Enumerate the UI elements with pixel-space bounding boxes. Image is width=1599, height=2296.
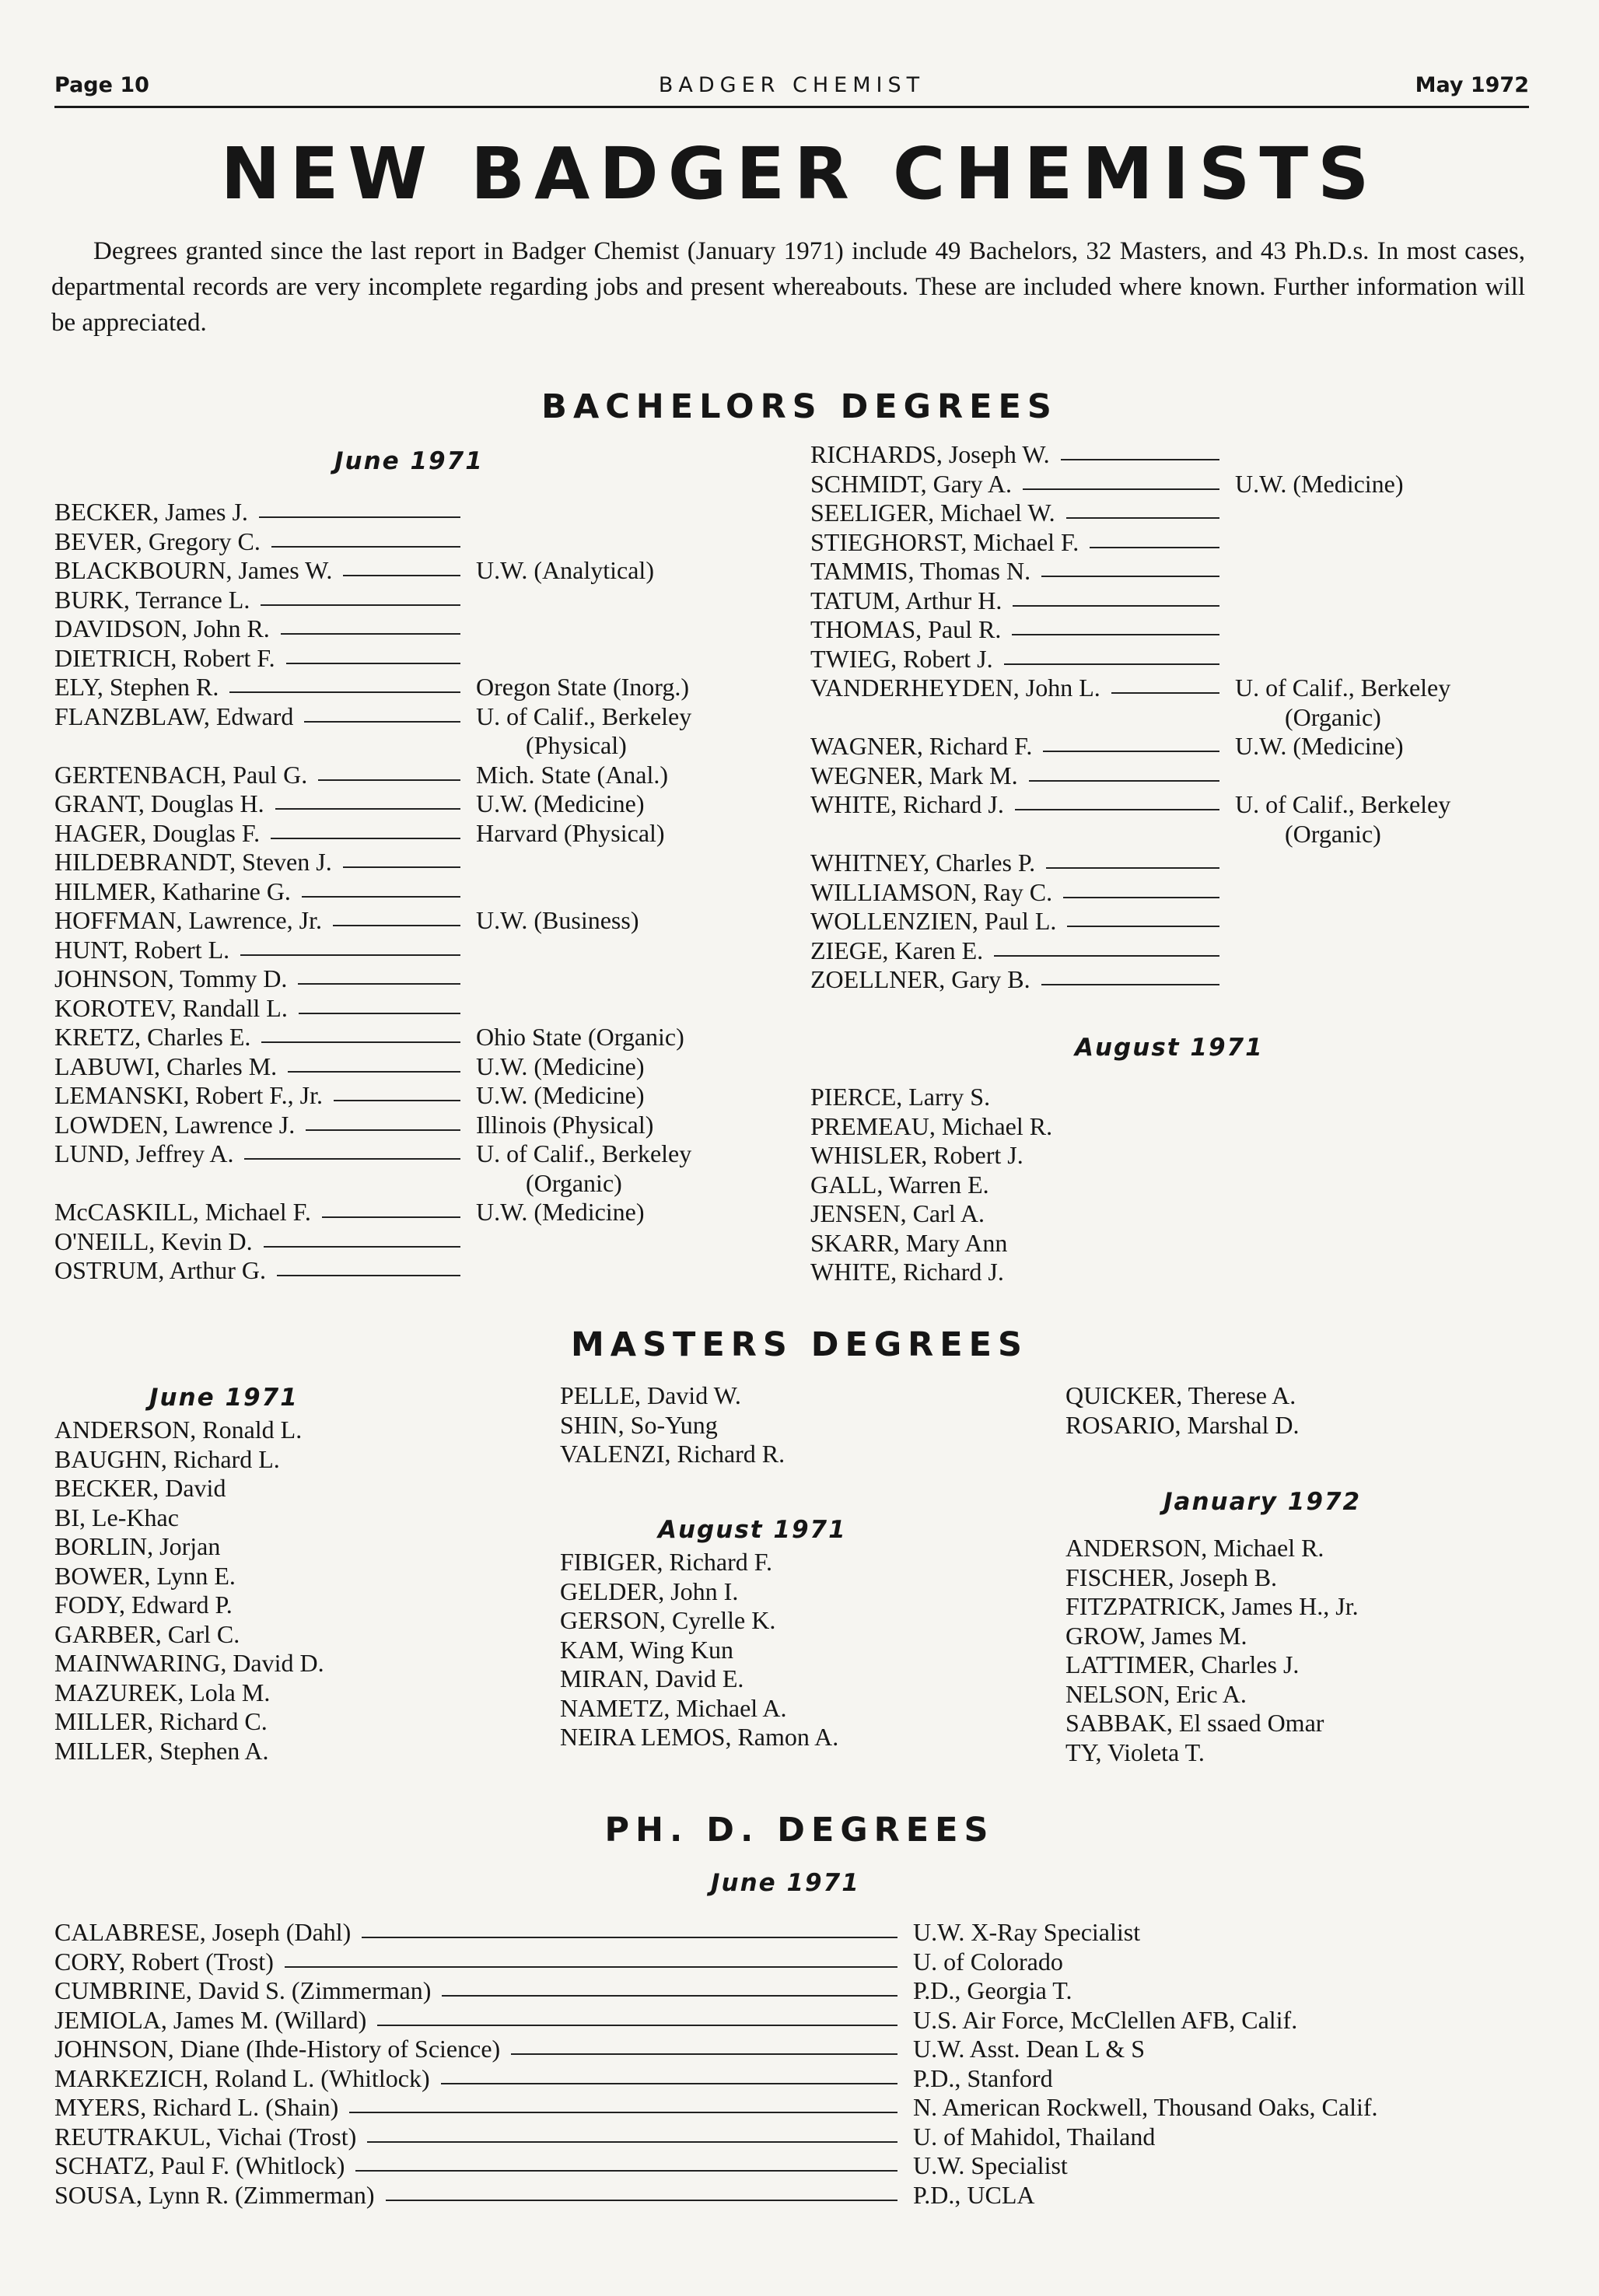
graduate-name: PELLE, David W. — [560, 1381, 741, 1409]
graduate-destination: U.W. X-Ray Specialist — [913, 1918, 1141, 1946]
graduate-name: BEVER, Gregory C. — [54, 527, 261, 555]
masters-january-list — [1065, 1534, 1563, 1767]
graduate-name: ROSARIO, Marshal D. — [1065, 1410, 1300, 1439]
graduate-name: ZIEGE, Karen E. — [810, 936, 984, 964]
graduate-name: JOHNSON, Tommy D. — [54, 964, 288, 992]
list-item — [810, 1083, 1277, 1112]
dot-leader — [288, 1071, 460, 1073]
list-item — [54, 1198, 817, 1227]
dot-leader — [1015, 809, 1219, 810]
graduate-name: LATTIMER, Charles J. — [1065, 1650, 1300, 1678]
graduate-name: FLANZBLAW, Edward — [54, 702, 294, 730]
list-item — [54, 498, 817, 527]
graduate-name: HAGER, Douglas F. — [54, 818, 261, 847]
dot-leader — [275, 808, 460, 810]
graduate-name: BOWER, Lynn E. — [54, 1561, 236, 1590]
list-item — [54, 936, 817, 965]
graduate-destination: U.W. (Medicine) — [476, 1081, 645, 1109]
graduate-name: STIEGHORST, Michael F. — [810, 527, 1079, 556]
graduate-name: LOWDEN, Lawrence J. — [54, 1110, 296, 1139]
graduate-name: MARKEZICH, Roland L. (Whitlock) — [54, 2063, 430, 2092]
graduate-name: GALL, Warren E. — [810, 1170, 989, 1199]
dot-leader — [343, 575, 460, 576]
list-item — [54, 614, 817, 644]
list-item — [54, 1445, 537, 1475]
graduate-name: WHITNEY, Charles P. — [810, 849, 1036, 877]
graduate-name: ELY, Stephen R. — [54, 673, 219, 701]
dot-leader — [244, 1158, 460, 1160]
graduate-destination: U. of Calif., Berkeley — [476, 702, 692, 730]
graduate-name: WILLIAMSON, Ray C. — [810, 877, 1053, 906]
list-item — [54, 556, 817, 586]
graduate-name: MIRAN, David E. — [560, 1664, 744, 1692]
masters-august-list — [560, 1548, 1042, 1752]
list-item — [54, 673, 817, 702]
list-item — [54, 1707, 537, 1737]
list-item — [560, 1381, 1027, 1411]
graduate-name: MAZUREK, Lola M. — [54, 1678, 271, 1706]
list-item — [54, 964, 817, 994]
dot-leader — [1029, 780, 1219, 782]
dot-leader — [318, 779, 460, 781]
dot-leader — [349, 2112, 897, 2113]
dot-leader — [355, 2170, 897, 2172]
graduate-destination: U.W. Specialist — [913, 2151, 1068, 2179]
graduate-name: WHISLER, Robert J. — [810, 1141, 1023, 1169]
graduate-name: REUTRAKUL, Vichai (Trost) — [54, 2122, 357, 2151]
dot-leader — [1046, 867, 1219, 869]
bachelors-august-list — [810, 1083, 1277, 1287]
list-item — [810, 907, 1534, 936]
graduate-name: TY, Violeta T. — [1065, 1738, 1205, 1766]
dot-leader — [306, 1129, 460, 1131]
dot-leader — [304, 721, 460, 723]
graduate-name: FODY, Edward P. — [54, 1591, 233, 1619]
graduate-name: BECKER, James J. — [54, 498, 248, 526]
list-item — [1065, 1411, 1548, 1440]
graduate-destination: U.W. (Medicine) — [1235, 732, 1404, 760]
graduate-destination: N. American Rockwell, Thousand Oaks, Calif. — [913, 2093, 1378, 2121]
graduate-name: HUNT, Robert L. — [54, 935, 230, 964]
dot-leader — [367, 2141, 897, 2143]
dot-leader — [1041, 984, 1219, 985]
list-item — [54, 2006, 1532, 2035]
list-item — [54, 1562, 537, 1591]
graduate-name: DAVIDSON, John R. — [54, 614, 270, 642]
list-item — [54, 877, 817, 907]
graduate-name: JOHNSON, Diane (Ihde-History of Science) — [54, 2035, 501, 2063]
list-item — [54, 586, 817, 615]
dot-leader — [277, 1275, 460, 1276]
list-item — [560, 1577, 1042, 1607]
list-item — [810, 674, 1534, 703]
graduate-name: CORY, Robert (Trost) — [54, 1947, 274, 1976]
page-number: Page 10 — [54, 73, 149, 97]
list-item — [810, 790, 1534, 820]
list-item — [560, 1636, 1042, 1665]
graduate-name: SKARR, Mary Ann — [810, 1228, 1008, 1257]
list-item — [1065, 1381, 1548, 1411]
graduate-name: KAM, Wing Kun — [560, 1635, 734, 1664]
dot-leader — [285, 1966, 897, 1968]
dot-leader — [377, 2025, 897, 2026]
list-item — [560, 1411, 1027, 1440]
graduate-destination: Oregon State (Inorg.) — [476, 673, 689, 701]
graduate-destination: U.W. (Analytical) — [476, 556, 654, 584]
list-item — [810, 849, 1534, 878]
list-item — [560, 1606, 1042, 1636]
dot-leader — [271, 838, 460, 839]
dot-leader — [1066, 517, 1219, 519]
graduate-name: BAUGHN, Richard L. — [54, 1444, 280, 1473]
graduate-destination: U.W. (Business) — [476, 906, 639, 934]
graduate-name: MAINWARING, David D. — [54, 1649, 324, 1677]
dot-leader — [333, 925, 460, 926]
list-item — [810, 965, 1534, 995]
bachelors-june-label: June 1971 — [334, 447, 484, 475]
dot-leader — [1111, 692, 1219, 694]
graduate-name: GRANT, Douglas H. — [54, 789, 264, 817]
graduate-name: LEMANSKI, Robert F., Jr. — [54, 1081, 323, 1109]
list-item — [810, 878, 1534, 908]
graduate-destination-field: (Organic) — [526, 1168, 622, 1197]
list-item — [810, 761, 1534, 791]
graduate-name: LABUWI, Charles M. — [54, 1052, 278, 1080]
graduate-name: GARBER, Carl C. — [54, 1619, 240, 1648]
dot-leader — [1012, 634, 1219, 635]
list-item — [54, 1591, 537, 1620]
list-item — [54, 2064, 1532, 2094]
graduate-name: QUICKER, Therese A. — [1065, 1381, 1296, 1409]
graduate-name: BURK, Terrance L. — [54, 585, 250, 614]
graduate-name: LUND, Jeffrey A. — [54, 1139, 234, 1167]
graduate-name: MILLER, Stephen A. — [54, 1736, 269, 1765]
list-item — [54, 1503, 537, 1533]
dot-leader — [994, 955, 1219, 957]
dot-leader — [271, 546, 460, 548]
list-item — [54, 1532, 537, 1562]
graduate-destination: U.W. (Medicine) — [476, 1052, 645, 1080]
dot-leader — [1004, 663, 1219, 665]
dot-leader — [281, 633, 460, 635]
graduate-name: NEIRA LEMOS, Ramon A. — [560, 1723, 839, 1751]
graduate-name: FISCHER, Joseph B. — [1065, 1563, 1278, 1591]
list-item — [54, 819, 817, 849]
graduate-name: NELSON, Eric A. — [1065, 1679, 1247, 1708]
masters-june-list-2 — [560, 1381, 1027, 1469]
list-item — [560, 1440, 1027, 1469]
graduate-name: WAGNER, Richard F. — [810, 732, 1033, 760]
graduate-name: McCASKILL, Michael F. — [54, 1198, 311, 1226]
graduate-name: OSTRUM, Arthur G. — [54, 1256, 267, 1284]
graduate-name: BLACKBOURN, James W. — [54, 556, 333, 584]
dot-leader — [261, 1041, 460, 1043]
phd-june-label: June 1971 — [711, 1869, 860, 1897]
list-item — [54, 1474, 537, 1503]
graduate-name: KRETZ, Charles E. — [54, 1023, 251, 1051]
list-item — [54, 848, 817, 877]
graduate-name: CALABRESE, Joseph (Dahl) — [54, 1918, 352, 1946]
list-item — [54, 1649, 537, 1678]
graduate-destination: U. of Colorado — [913, 1947, 1063, 1976]
list-item — [54, 1976, 1532, 2006]
list-item — [54, 1620, 537, 1650]
list-item — [1065, 1650, 1563, 1680]
graduate-name: ANDERSON, Ronald L. — [54, 1416, 303, 1444]
graduate-destination: U.W. (Medicine) — [1235, 469, 1404, 498]
dot-leader — [1013, 605, 1219, 607]
phd-heading: PH. D. DEGREES — [604, 1811, 995, 1850]
list-item — [1065, 1563, 1563, 1593]
list-item-continuation — [810, 820, 1534, 849]
phd-list — [54, 1918, 1532, 2210]
graduate-name: GROW, James M. — [1065, 1621, 1247, 1650]
graduate-destination-field: (Organic) — [1285, 819, 1381, 848]
graduate-name: WEGNER, Mark M. — [810, 761, 1018, 789]
graduate-name: WHITE, Richard J. — [810, 790, 1004, 818]
bachelors-june-list-2 — [810, 440, 1534, 995]
graduate-destination: Illinois (Physical) — [476, 1110, 654, 1139]
graduate-name: GELDER, John I. — [560, 1577, 739, 1605]
graduate-name: SCHATZ, Paul F. (Whitlock) — [54, 2151, 345, 2179]
list-item — [54, 1948, 1532, 1977]
graduate-name: VANDERHEYDEN, John L. — [810, 674, 1100, 702]
page-title: NEW BADGER CHEMISTS — [220, 132, 1379, 215]
dot-leader — [442, 1995, 897, 1997]
dot-leader — [511, 2053, 897, 2055]
bachelors-june-list-1 — [54, 498, 817, 1286]
dot-leader — [298, 983, 460, 985]
dot-leader — [264, 1246, 460, 1248]
graduate-name: ZOELLNER, Gary B. — [810, 965, 1030, 993]
dot-leader — [229, 691, 460, 693]
dot-leader — [302, 896, 460, 898]
masters-june-list-3 — [1065, 1381, 1548, 1440]
dot-leader — [334, 1100, 460, 1101]
graduate-name: JEMIOLA, James M. (Willard) — [54, 2005, 367, 2034]
dot-leader — [441, 2083, 897, 2084]
graduate-destination: P.D., Stanford — [913, 2063, 1053, 2092]
graduate-name: KOROTEV, Randall L. — [54, 993, 288, 1022]
graduate-name: SABBAK, El ssaed Omar — [1065, 1709, 1324, 1737]
graduate-destination: U. of Calif., Berkeley — [476, 1139, 692, 1167]
list-item — [810, 1112, 1277, 1142]
list-item — [54, 1737, 537, 1766]
graduate-destination: U. of Calif., Berkeley — [1235, 674, 1451, 702]
graduate-name: WHITE, Richard J. — [810, 1258, 1004, 1286]
graduate-name: DIETRICH, Robert F. — [54, 643, 275, 672]
list-item — [810, 936, 1534, 966]
graduate-name: GERSON, Cyrelle K. — [560, 1606, 776, 1634]
list-item-continuation — [54, 1169, 817, 1199]
graduate-name: NAMETZ, Michael A. — [560, 1693, 787, 1722]
masters-june-list — [54, 1416, 537, 1766]
list-item — [54, 1678, 537, 1708]
dot-leader — [261, 604, 460, 606]
list-item — [810, 645, 1534, 674]
dot-leader — [1063, 897, 1219, 898]
dot-leader — [1090, 547, 1219, 548]
list-item — [560, 1664, 1042, 1694]
header-rule — [54, 106, 1529, 108]
dot-leader — [362, 1937, 897, 1938]
list-item — [1065, 1709, 1563, 1738]
graduate-name: GERTENBACH, Paul G. — [54, 760, 308, 789]
graduate-destination: U. of Calif., Berkeley — [1235, 790, 1451, 818]
graduate-name: FIBIGER, Richard F. — [560, 1548, 772, 1576]
graduate-name: CUMBRINE, David S. (Zimmerman) — [54, 1976, 432, 2004]
graduate-name: TWIEG, Robert J. — [810, 644, 993, 673]
dot-leader — [1067, 926, 1219, 927]
graduate-destination: P.D., Georgia T. — [913, 1976, 1072, 2004]
list-item — [54, 2181, 1532, 2210]
list-item — [54, 1918, 1532, 1948]
list-item — [1065, 1592, 1563, 1622]
list-item — [810, 615, 1534, 645]
graduate-name: JENSEN, Carl A. — [810, 1199, 985, 1227]
list-item — [54, 1139, 817, 1169]
graduate-name: MYERS, Richard L. (Shain) — [54, 2093, 339, 2121]
masters-june-label: June 1971 — [149, 1384, 299, 1412]
list-item — [54, 702, 817, 732]
dot-leader — [343, 866, 460, 868]
graduate-destination-field: (Physical) — [526, 731, 627, 759]
graduate-name: FITZPATRICK, James H., Jr. — [1065, 1592, 1359, 1620]
graduate-name: BI, Le-Khac — [54, 1503, 179, 1531]
list-item-continuation — [810, 703, 1534, 733]
graduate-name: THOMAS, Paul R. — [810, 615, 1002, 643]
list-item — [560, 1548, 1042, 1577]
graduate-name: VALENZI, Richard R. — [560, 1440, 786, 1468]
list-item — [1065, 1680, 1563, 1710]
list-item — [810, 528, 1534, 558]
dot-leader — [299, 1013, 460, 1014]
list-item — [54, 2093, 1532, 2123]
graduate-name: PREMEAU, Michael R. — [810, 1111, 1053, 1140]
graduate-destination: U.W. (Medicine) — [476, 789, 645, 817]
list-item — [1065, 1622, 1563, 1651]
list-item — [810, 499, 1534, 528]
graduate-name: O'NEILL, Kevin D. — [54, 1227, 253, 1255]
list-item-continuation — [54, 731, 817, 761]
graduate-destination: U. of Mahidol, Thailand — [913, 2122, 1156, 2151]
list-item — [810, 1171, 1277, 1200]
list-item — [54, 2035, 1532, 2064]
graduate-name: SCHMIDT, Gary A. — [810, 469, 1012, 498]
graduate-name: HOFFMAN, Lawrence, Jr. — [54, 906, 322, 934]
dot-leader — [1023, 488, 1219, 490]
list-item — [54, 1227, 817, 1257]
list-item — [810, 586, 1534, 616]
list-item — [54, 906, 817, 936]
masters-heading: MASTERS DEGREES — [571, 1325, 1028, 1364]
bachelors-august-label: August 1971 — [1075, 1034, 1264, 1062]
dot-leader — [286, 663, 460, 664]
masters-august-label: August 1971 — [658, 1516, 847, 1544]
graduate-destination: Harvard (Physical) — [476, 818, 665, 847]
list-item — [810, 732, 1534, 761]
graduate-name: BECKER, David — [54, 1474, 226, 1502]
graduate-name: ANDERSON, Michael R. — [1065, 1534, 1324, 1562]
graduate-destination-field: (Organic) — [1285, 702, 1381, 731]
list-item — [54, 1081, 817, 1111]
graduate-name: TAMMIS, Thomas N. — [810, 557, 1031, 585]
list-item — [54, 1256, 817, 1286]
journal-name: BADGER CHEMIST — [658, 73, 925, 97]
list-item — [810, 470, 1534, 499]
dot-leader — [1041, 576, 1219, 577]
graduate-name: MILLER, Richard C. — [54, 1707, 268, 1735]
graduate-name: HILMER, Katharine G. — [54, 877, 291, 905]
issue-date: May 1972 — [1415, 73, 1529, 97]
graduate-name: HILDEBRANDT, Steven J. — [54, 848, 332, 876]
graduate-name: RICHARDS, Joseph W. — [810, 440, 1050, 468]
graduate-name: SHIN, So-Yung — [560, 1410, 718, 1439]
dot-leader — [1061, 459, 1219, 460]
list-item — [54, 994, 817, 1024]
list-item — [54, 2151, 1532, 2181]
dot-leader — [259, 516, 460, 518]
graduate-name: WOLLENZIEN, Paul L. — [810, 907, 1057, 935]
page-header — [54, 73, 1529, 106]
masters-january-label: January 1972 — [1163, 1488, 1362, 1516]
list-item — [54, 644, 817, 674]
graduate-name: SEELIGER, Michael W. — [810, 499, 1055, 527]
dot-leader — [322, 1216, 460, 1218]
graduate-destination: Mich. State (Anal.) — [476, 760, 669, 789]
list-item — [54, 761, 817, 790]
list-item — [560, 1694, 1042, 1724]
dot-leader — [386, 2200, 897, 2201]
graduate-destination: P.D., UCLA — [913, 2180, 1035, 2209]
list-item — [1065, 1738, 1563, 1768]
list-item — [54, 1023, 817, 1052]
list-item — [810, 557, 1534, 586]
list-item — [810, 440, 1534, 470]
list-item — [1065, 1534, 1563, 1563]
list-item — [54, 2123, 1532, 2152]
list-item — [560, 1723, 1042, 1752]
graduate-destination: U.W. (Medicine) — [476, 1198, 645, 1226]
list-item — [54, 1052, 817, 1082]
list-item — [54, 527, 817, 557]
list-item — [54, 789, 817, 819]
intro-paragraph: Degrees granted since the last report in Badger Chemist (January 1971) include 49 Bachelors, 32 Masters, and 43 Ph.D.s. In most cases, departmental records are very incomplete regarding jobs and present whereabouts. These are included where known. Further information will be appreciated. — [51, 237, 1525, 337]
graduate-destination: Ohio State (Organic) — [476, 1023, 684, 1051]
list-item — [810, 1229, 1277, 1258]
graduate-destination: U.W. Asst. Dean L & S — [913, 2035, 1146, 2063]
graduate-name: TATUM, Arthur H. — [810, 586, 1002, 614]
dot-leader — [1043, 751, 1219, 752]
list-item — [810, 1141, 1277, 1171]
bachelors-heading: BACHELORS DEGREES — [541, 387, 1058, 426]
graduate-name: BORLIN, Jorjan — [54, 1532, 221, 1560]
graduate-name: PIERCE, Larry S. — [810, 1083, 991, 1111]
graduate-name: SOUSA, Lynn R. (Zimmerman) — [54, 2180, 375, 2209]
list-item — [54, 1111, 817, 1140]
dot-leader — [240, 954, 460, 956]
list-item — [810, 1199, 1277, 1229]
graduate-destination: U.S. Air Force, McClellen AFB, Calif. — [913, 2005, 1298, 2034]
list-item — [54, 1416, 537, 1445]
list-item — [810, 1258, 1277, 1287]
